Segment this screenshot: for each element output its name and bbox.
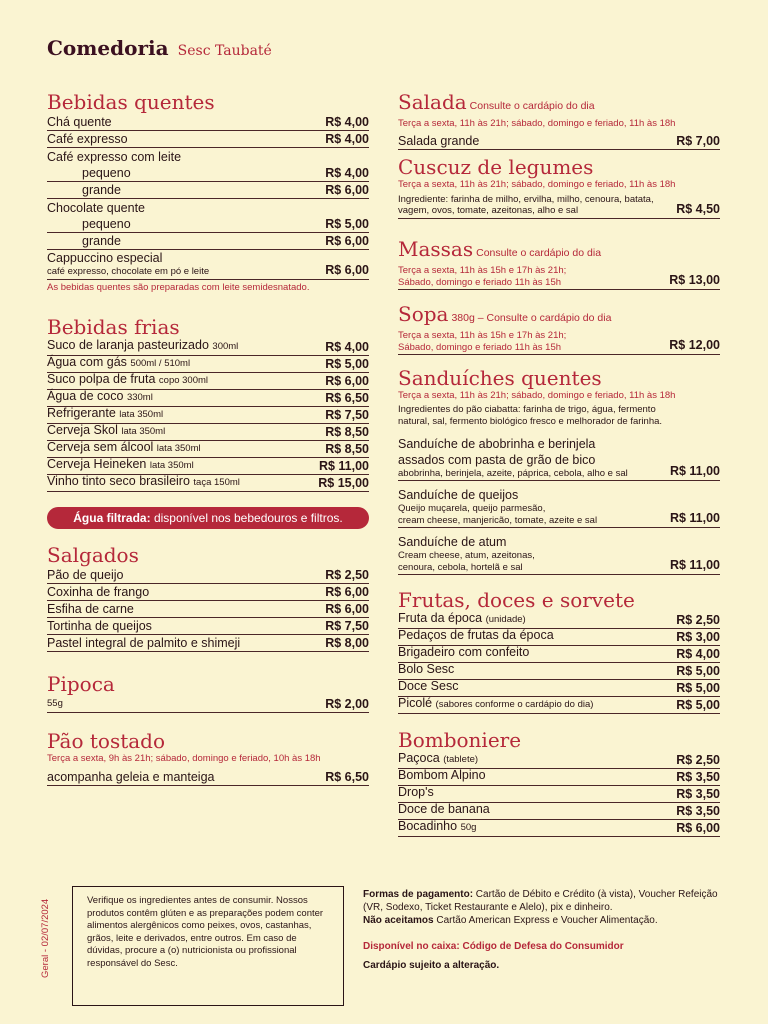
menu-item: Pão de queijo R$ 2,50 (47, 568, 369, 582)
allergy-notice: Verifique os ingredientes antes de consumir. Nossos produtos contêm glúten e as preparações podem conter alimentos alergênicos como peixes, ovos, castanhas, grãos, leite e derivados, entre outros. Em caso de dúvidas, procure a (o) nutricionista ou profissional responsável do Sesc. (72, 886, 344, 1006)
not-accepted-label: Não aceitamos (363, 915, 434, 926)
version-date: Geral - 02/07/2024 (40, 898, 51, 978)
menu-item: pequeno R$ 5,00 (47, 216, 369, 233)
unit-name: Sesc Taubaté (177, 43, 272, 59)
menu-item: Ingrediente: farinha de milho, ervilha, milho, cenoura, batata, vagem, ovos, tomate, azeitonas, alho e sal R$ 4,50 (398, 194, 720, 219)
menu-item: Terça a sexta, 11h às 15h e 17h às 21h; Sábado, domingo e feriado 11h às 15h R$ 13,00 (398, 265, 720, 290)
menu-item: Suco polpa de fruta copo 300ml R$ 6,00 (47, 372, 369, 388)
menu-header (47, 36, 272, 60)
section-note: Consulte o cardápio do dia (469, 100, 595, 112)
payment-info (363, 888, 733, 972)
menu-item: pequeno R$ 4,00 (47, 165, 369, 182)
section-title: Massas (398, 237, 474, 261)
item-list (47, 114, 369, 280)
consumer-code-note: Disponível no caixa: Código de Defesa do Consumidor (363, 941, 624, 952)
menu-item: Cerveja Skol lata 350ml R$ 8,50 (47, 423, 369, 439)
section-bebidas-frias (47, 315, 369, 492)
section-title: Salgados (47, 543, 139, 567)
menu-item: Vinho tinto seco brasileiro taça 150ml R$ 15,00 (47, 474, 369, 490)
payment-label: Formas de pagamento: (363, 889, 474, 900)
menu-item: Doce de banana R$ 3,50 (398, 802, 720, 818)
water-text: disponível nos bebedouros e filtros. (150, 511, 343, 525)
section-salgados (47, 543, 369, 652)
section-pipoca (47, 672, 369, 713)
section-cuscuz (398, 155, 720, 219)
section-pao-tostado (47, 729, 369, 786)
menu-item: Bolo Sesc R$ 5,00 (398, 662, 720, 678)
section-title: Bebidas quentes (47, 90, 215, 114)
menu-item: Sanduíche de abobrinha e berinjela assados com pasta de grão de bico abobrinha, berinjela, azeite, páprica, cebola, alho e sal R$ 11,00 (398, 436, 720, 482)
section-bomboniere (398, 728, 720, 837)
payment-methods: Cartão de Débito e Crédito (à vista), Voucher Refeição (VR, Sodexo, Ticket Restaurante e Alelo), pix e dinheiro. (363, 889, 718, 913)
menu-item: Cerveja sem álcool lata 350ml R$ 8,50 (47, 440, 369, 456)
section-sanduiches (398, 366, 720, 575)
not-accepted-methods: Cartão American Express e Voucher Alimentação. (433, 915, 658, 926)
menu-item: 55g R$ 2,00 (47, 697, 369, 711)
schedule: Terça a sexta, 9h às 21h; sábado, domingo e feriado, 10h às 18h (47, 753, 321, 764)
menu-item: Sanduíche de atum Cream cheese, atum, azeitonas, cenoura, cebola, hortelã e sal R$ 11,00 (398, 534, 720, 575)
section-title: Cuscuz de legumes (398, 155, 594, 179)
menu-item: Pedaços de frutas da época R$ 3,00 (398, 628, 720, 644)
menu-item: Tortinha de queijos R$ 7,50 (47, 619, 369, 633)
menu-item: Salada grande R$ 7,00 (398, 133, 720, 148)
section-note: Consulte o cardápio do dia (476, 247, 602, 259)
menu-item: Picolé (sabores conforme o cardápio do dia) R$ 5,00 (398, 696, 720, 712)
menu-item: Bocadinho 50g R$ 6,00 (398, 819, 720, 835)
menu-item: Água com gás 500ml / 510ml R$ 5,00 (47, 355, 369, 371)
section-title: Bomboniere (398, 728, 522, 752)
menu-item: Café expresso R$ 4,00 (47, 132, 369, 146)
bread-ingredients: Ingredientes do pão ciabatta: farinha de trigo, água, fermento natural, sal, fermento biológico fresco e melhorador de farinha. (398, 403, 663, 427)
menu-item: grande R$ 6,00 (47, 182, 369, 199)
section-title: Pipoca (47, 672, 115, 696)
menu-item: Drop's R$ 3,50 (398, 785, 720, 801)
menu-item: Coxinha de frango R$ 6,00 (47, 585, 369, 599)
section-title: Bebidas frias (47, 315, 180, 339)
menu-item: Doce Sesc R$ 5,00 (398, 679, 720, 695)
schedule: Terça a sexta, 11h às 21h; sábado, domingo e feriado, 11h às 18h (398, 179, 676, 190)
menu-item: Sanduíche de queijos Queijo muçarela, queijo parmesão, cream cheese, manjericão, tomate, azeite e sal R$ 11,00 (398, 487, 720, 528)
section-frutas (398, 588, 720, 714)
section-title: Salada (398, 90, 467, 114)
menu-item-group: Café expresso com leite (47, 150, 182, 164)
menu-item: Suco de laranja pasteurizado 300ml R$ 4,00 (47, 338, 369, 354)
menu-item: Chá quente R$ 4,00 (47, 115, 369, 129)
item-list (398, 752, 720, 837)
section-title: Pão tostado (47, 729, 166, 753)
schedule: Terça a sexta, 11h às 21h; sábado, domingo e feriado, 11h às 18h (398, 118, 676, 129)
section-bebidas-quentes (47, 90, 369, 293)
menu-item: acompanha geleia e manteiga R$ 6,50 (47, 769, 369, 784)
water-banner (47, 507, 369, 529)
menu-item: Cerveja Heineken lata 350ml R$ 11,00 (47, 457, 369, 473)
item-list (47, 567, 369, 652)
brand-title: Comedoria (47, 36, 169, 60)
section-salada (398, 90, 720, 150)
menu-item: Bombom Alpino R$ 3,50 (398, 768, 720, 784)
item-list (398, 612, 720, 714)
milk-note: As bebidas quentes são preparadas com leite semidesnatado. (47, 281, 310, 293)
menu-item: Fruta da época (unidade) R$ 2,50 (398, 611, 720, 627)
menu-item: Esfiha de carne R$ 6,00 (47, 602, 369, 616)
menu-item: Paçoca (tablete) R$ 2,50 (398, 751, 720, 767)
subject-to-change-note: Cardápio sujeito a alteração. (363, 960, 500, 971)
menu-item: Brigadeiro com confeito R$ 4,00 (398, 645, 720, 661)
menu-item: Terça a sexta, 11h às 15h e 17h às 21h; Sábado, domingo e feriado 11h às 15h R$ 12,00 (398, 330, 720, 355)
section-note: 380g – Consulte o cardápio do dia (451, 312, 612, 324)
menu-item: Pastel integral de palmito e shimeji R$ 8,00 (47, 636, 369, 650)
water-label: Água filtrada: (73, 511, 151, 525)
section-title: Sanduíches quentes (398, 366, 602, 390)
menu-item: Cappuccino especial café expresso, chocolate em pó e leite R$ 6,00 (47, 250, 369, 280)
menu-item: grande R$ 6,00 (47, 233, 369, 250)
section-sopa (398, 302, 720, 355)
section-title: Frutas, doces e sorvete (398, 588, 635, 612)
item-list (47, 339, 369, 492)
menu-item: Refrigerante lata 350ml R$ 7,50 (47, 406, 369, 422)
menu-item-group: Chocolate quente (47, 201, 145, 215)
section-title: Sopa (398, 302, 449, 326)
schedule: Terça a sexta, 11h às 21h; sábado, domingo e feriado, 11h às 18h (398, 390, 676, 401)
menu-item: Água de coco 330ml R$ 6,50 (47, 389, 369, 405)
section-massas (398, 237, 720, 290)
